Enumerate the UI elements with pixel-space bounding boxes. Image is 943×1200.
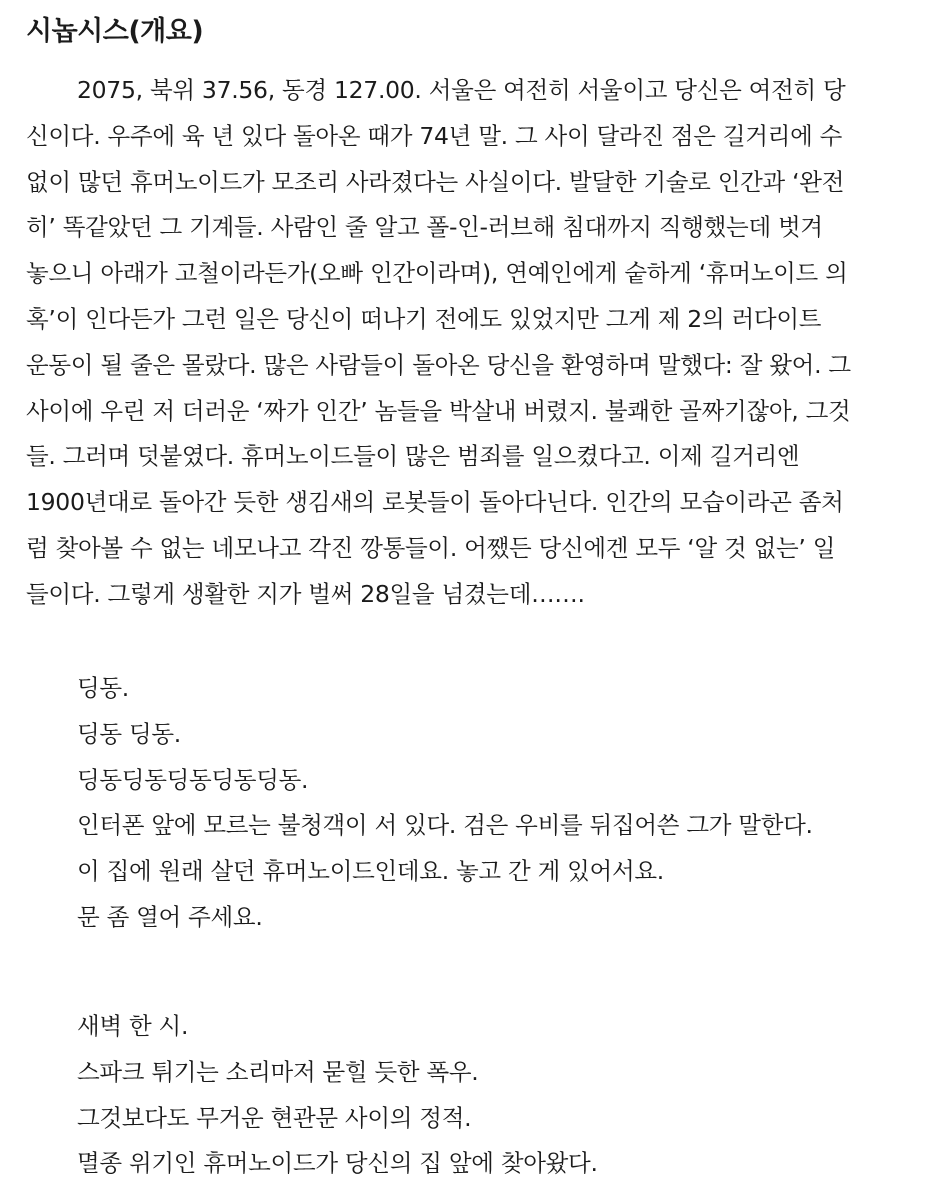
text-line: 멸종 위기인 휴머노이드가 당신의 집 앞에 찾아왔다. <box>77 1149 598 1178</box>
text-line: 사이에 우린 저 더러운 ‘짜가 인간’ 놈들을 박살내 버렸지. 불쾌한 골짜기잖아, 그것 <box>26 396 851 425</box>
document-title: 시놉시스(개요) <box>26 16 204 47</box>
text-line: 딩동 딩동. <box>77 719 181 748</box>
text-line: 신이다. 우주에 육 년 있다 돌아온 때가 74년 말. 그 사이 달라진 점은 길거리에 수 <box>26 121 843 150</box>
text-line: 없이 많던 휴머노이드가 모조리 사라졌다는 사실이다. 발달한 기술로 인간과 ‘완전 <box>26 167 845 196</box>
text-line: 2075, 북위 37.56, 동경 127.00. 서울은 여전히 서울이고 당신은 여전히 당 <box>77 76 846 104</box>
text-line: 놓으니 아래가 고철이라든가(오빠 인간이라며), 연예인에게 숱하게 ‘휴머노이드 의 <box>26 259 848 288</box>
text-line: 히’ 똑같았던 그 기계들. 사람인 줄 알고 폴-인-러브해 침대까지 직행했는데 벗겨 <box>26 213 823 242</box>
text-line: 럼 찾아볼 수 없는 네모나고 각진 깡통들이. 어쨌든 당신에겐 모두 ‘알 것 없는’ 일 <box>26 533 836 562</box>
text-line: 인터폰 앞에 모르는 불청객이 서 있다. 검은 우비를 뒤집어쓴 그가 말한다. <box>77 811 813 840</box>
scene-doorbell <box>77 666 813 941</box>
text-line: 그것보다도 무거운 현관문 사이의 정적. <box>77 1103 472 1132</box>
text-line: 혹’이 인다든가 그런 일은 당신이 떠나기 전에도 있었지만 그게 제 2의 러다이트 <box>26 304 822 333</box>
text-line: 운동이 될 줄은 몰랐다. 많은 사람들이 돌아온 당신을 환영하며 말했다: 잘 왔어. 그 <box>26 350 851 379</box>
synopsis-paragraph <box>26 68 910 618</box>
text-line: 들이다. 그렇게 생활한 지가 벌써 28일을 넘겼는데……. <box>26 579 585 608</box>
text-line: 새벽 한 시. <box>77 1012 189 1040</box>
text-line: 스파크 튀기는 소리마저 묻힐 듯한 폭우. <box>77 1057 479 1086</box>
text-line: 문 좀 열어 주세요. <box>77 902 263 931</box>
text-line: 들. 그러며 덧붙였다. 휴머노이드들이 많은 범죄를 일으켰다고. 이제 길거리엔 <box>26 442 800 471</box>
text-line: 이 집에 원래 살던 휴머노이드인데요. 놓고 간 게 있어서요. <box>77 857 664 886</box>
text-line: 1900년대로 돌아간 듯한 생김새의 로봇들이 돌아다닌다. 인간의 모습이라곤 좀처 <box>26 488 844 517</box>
text-line: 딩동. <box>77 674 129 702</box>
scene-night <box>77 1004 598 1187</box>
text-line: 딩동딩동딩동딩동딩동. <box>77 765 309 794</box>
